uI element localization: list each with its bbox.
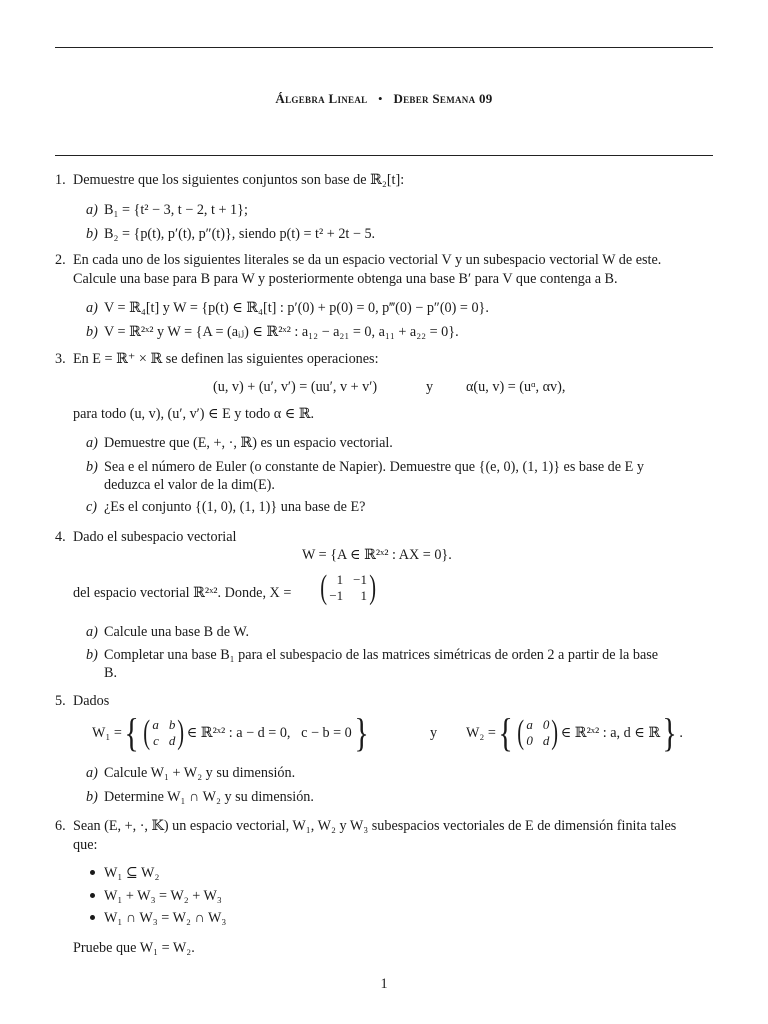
problem-4-number: 4. [55, 529, 66, 545]
problem-1-number: 1. [55, 172, 66, 188]
w2-lhs: W₂ = [466, 725, 496, 741]
page-title [0, 91, 768, 107]
problem-6-text-line2: que: [73, 837, 98, 853]
problem-2b-text: V = ℝ²ˣ² y W = {A = (aᵢⱼ) ∈ ℝ²ˣ² : a₁₂ − a₂₁ = 0, a₁₁ + a₂₂ = 0}. [104, 324, 459, 340]
problem-1b-label: b) [86, 226, 98, 242]
problem-6-bullet-3: W₁ ∩ W₃ = W₂ ∩ W₃ [104, 910, 227, 926]
problem-2-number: 2. [55, 252, 66, 268]
w2-close-brace: } [662, 710, 677, 755]
problem-5-w1-definition [92, 710, 371, 755]
w1-close-brace: } [354, 710, 369, 755]
w1-condition: ∈ ℝ²ˣ² : a − d = 0, c − b = 0 [186, 725, 352, 741]
problem-3b-text-line2: deduzca el valor de la dim(E). [104, 477, 275, 493]
matrix-x [318, 569, 378, 606]
header-rule [55, 155, 713, 156]
problem-3-equation-conj: y [426, 379, 434, 395]
matrix-left-paren: ( [320, 569, 328, 606]
w2-set [496, 710, 679, 755]
problem-3-equation-sum: (u, v) + (u′, v′) = (uu′, v + v′) [213, 379, 378, 395]
problem-6-number: 6. [55, 818, 66, 834]
matrix-entries [152, 717, 175, 749]
problem-6-text-line1: Sean (E, +, ·, 𝕂) un espacio vectorial, W₁, W₂ y W₃ subespacios vectoriales de E de dimensión finita tales [73, 818, 677, 834]
title-separator: • [378, 91, 383, 106]
problem-4-equation: W = {A ∈ ℝ²ˣ² : AX = 0}. [302, 547, 452, 563]
problem-3-equation-scalar: α(u, v) = (uᵅ, αv), [466, 379, 566, 395]
problem-1b-text: B₂ = {p(t), p′(t), p″(t)}, siendo p(t) = t² + 2t − 5. [104, 226, 376, 242]
problem-4-after: del espacio vectorial ℝ²ˣ². Donde, X = [73, 585, 292, 601]
problem-1a-label: a) [86, 202, 98, 218]
problem-5-number: 5. [55, 693, 66, 709]
problem-3-after: para todo (u, v), (u′, v′) ∈ E y todo α ∈ ℝ. [73, 406, 315, 422]
problem-4a-label: a) [86, 624, 98, 640]
matrix-entry: −1 [353, 572, 368, 587]
problem-2a-label: a) [86, 300, 98, 316]
bullet-dot [90, 915, 95, 920]
bullet-dot [90, 893, 95, 898]
matrix-entries [329, 572, 367, 604]
matrix-entry: d [168, 733, 176, 748]
matrix-entry: 1 [360, 588, 368, 603]
problem-5b-label: b) [86, 789, 98, 805]
problem-5-w2-definition [466, 710, 683, 755]
problem-4-text: Dado el subespacio vectorial [73, 529, 237, 545]
problem-1-text: Demuestre que los siguientes conjuntos son base de ℝ₂[t]: [73, 172, 405, 188]
w1-matrix [141, 714, 187, 751]
matrix-entry: c [153, 733, 159, 748]
problem-3-text: En E = ℝ⁺ × ℝ se definen las siguientes operaciones: [73, 351, 379, 367]
problem-4-matrix-x [318, 569, 378, 606]
w1-open-brace: { [124, 710, 139, 755]
matrix-entry: −1 [329, 588, 344, 603]
problem-6-bullet-1: W₁ ⊆ W₂ [104, 865, 160, 881]
matrix-entry: 1 [336, 572, 344, 587]
w2-condition: ∈ ℝ²ˣ² : a, d ∈ ℝ [560, 725, 661, 741]
problem-5a-label: a) [86, 765, 98, 781]
problem-6-bullet-2: W₁ + W₃ = W₂ + W₃ [104, 888, 222, 904]
matrix-entry: 0 [542, 717, 550, 732]
title-assignment: Deber Semana 09 [393, 91, 493, 106]
matrix-entry: a [526, 717, 533, 732]
matrix-right-paren: ) [177, 714, 185, 751]
problem-3b-text-line1: Sea e el número de Euler (o constante de Napier). Demuestre que {(e, 0), (1, 1)} es base de E y [104, 459, 644, 475]
problem-4b-text-line1: Completar una base B₁ para el subespacio de las matrices simétricas de orden 2 a partir de la base [104, 647, 659, 663]
matrix-entry: 0 [526, 733, 533, 748]
bullet-dot [90, 870, 95, 875]
problem-3-number: 3. [55, 351, 66, 367]
page-number: 1 [380, 976, 388, 992]
w1-set [122, 710, 371, 755]
problem-5-text: Dados [73, 693, 110, 709]
problem-2-text-line1: En cada uno de los siguientes literales se da un espacio vectorial V y un subespacio vectorial W de este. [73, 252, 662, 268]
problem-1a-text: B₁ = {t² − 3, t − 2, t + 1}; [104, 202, 248, 218]
matrix-left-paren: ( [517, 714, 525, 751]
problem-5b-text: Determine W₁ ∩ W₂ y su dimensión. [104, 789, 314, 805]
matrix-right-paren: ) [551, 714, 559, 751]
problem-2b-label: b) [86, 324, 98, 340]
problem-3c-label: c) [86, 499, 98, 515]
matrix-entries [526, 717, 549, 749]
problem-5a-text: Calcule W₁ + W₂ y su dimensión. [104, 765, 296, 781]
problem-4a-text: Calcule una base B de W. [104, 624, 249, 640]
problem-5-conj: y [430, 725, 438, 741]
problem-6-conclusion: Pruebe que W₁ = W₂. [73, 940, 195, 956]
problem-3a-text: Demuestre que (E, +, ·, ℝ) es un espacio vectorial. [104, 435, 393, 451]
matrix-left-paren: ( [143, 714, 151, 751]
w2-end: . [679, 725, 683, 741]
top-rule [55, 47, 713, 48]
problem-2a-text: V = ℝ₄[t] y W = {p(t) ∈ ℝ₄[t] : p′(0) + p(0) = 0, p‴(0) − p″(0) = 0}. [104, 300, 489, 316]
problem-2-text-line2: Calcule una base para B para W y posteriormente obtenga una base B′ para V que contenga a B. [73, 271, 618, 287]
w2-open-brace: { [498, 710, 513, 755]
title-course: Álgebra Lineal [275, 91, 368, 106]
matrix-entry: b [168, 717, 176, 732]
problem-4b-text-line2: B. [104, 665, 118, 681]
matrix-right-paren: ) [369, 569, 377, 606]
w2-matrix [515, 714, 561, 751]
w1-lhs: W₁ = [92, 725, 122, 741]
problem-3c-text: ¿Es el conjunto {(1, 0), (1, 1)} una base de E? [104, 499, 366, 515]
problem-3b-label: b) [86, 459, 98, 475]
problem-4b-label: b) [86, 647, 98, 663]
problem-3a-label: a) [86, 435, 98, 451]
matrix-entry: d [542, 733, 550, 748]
matrix-entry: a [152, 717, 159, 732]
